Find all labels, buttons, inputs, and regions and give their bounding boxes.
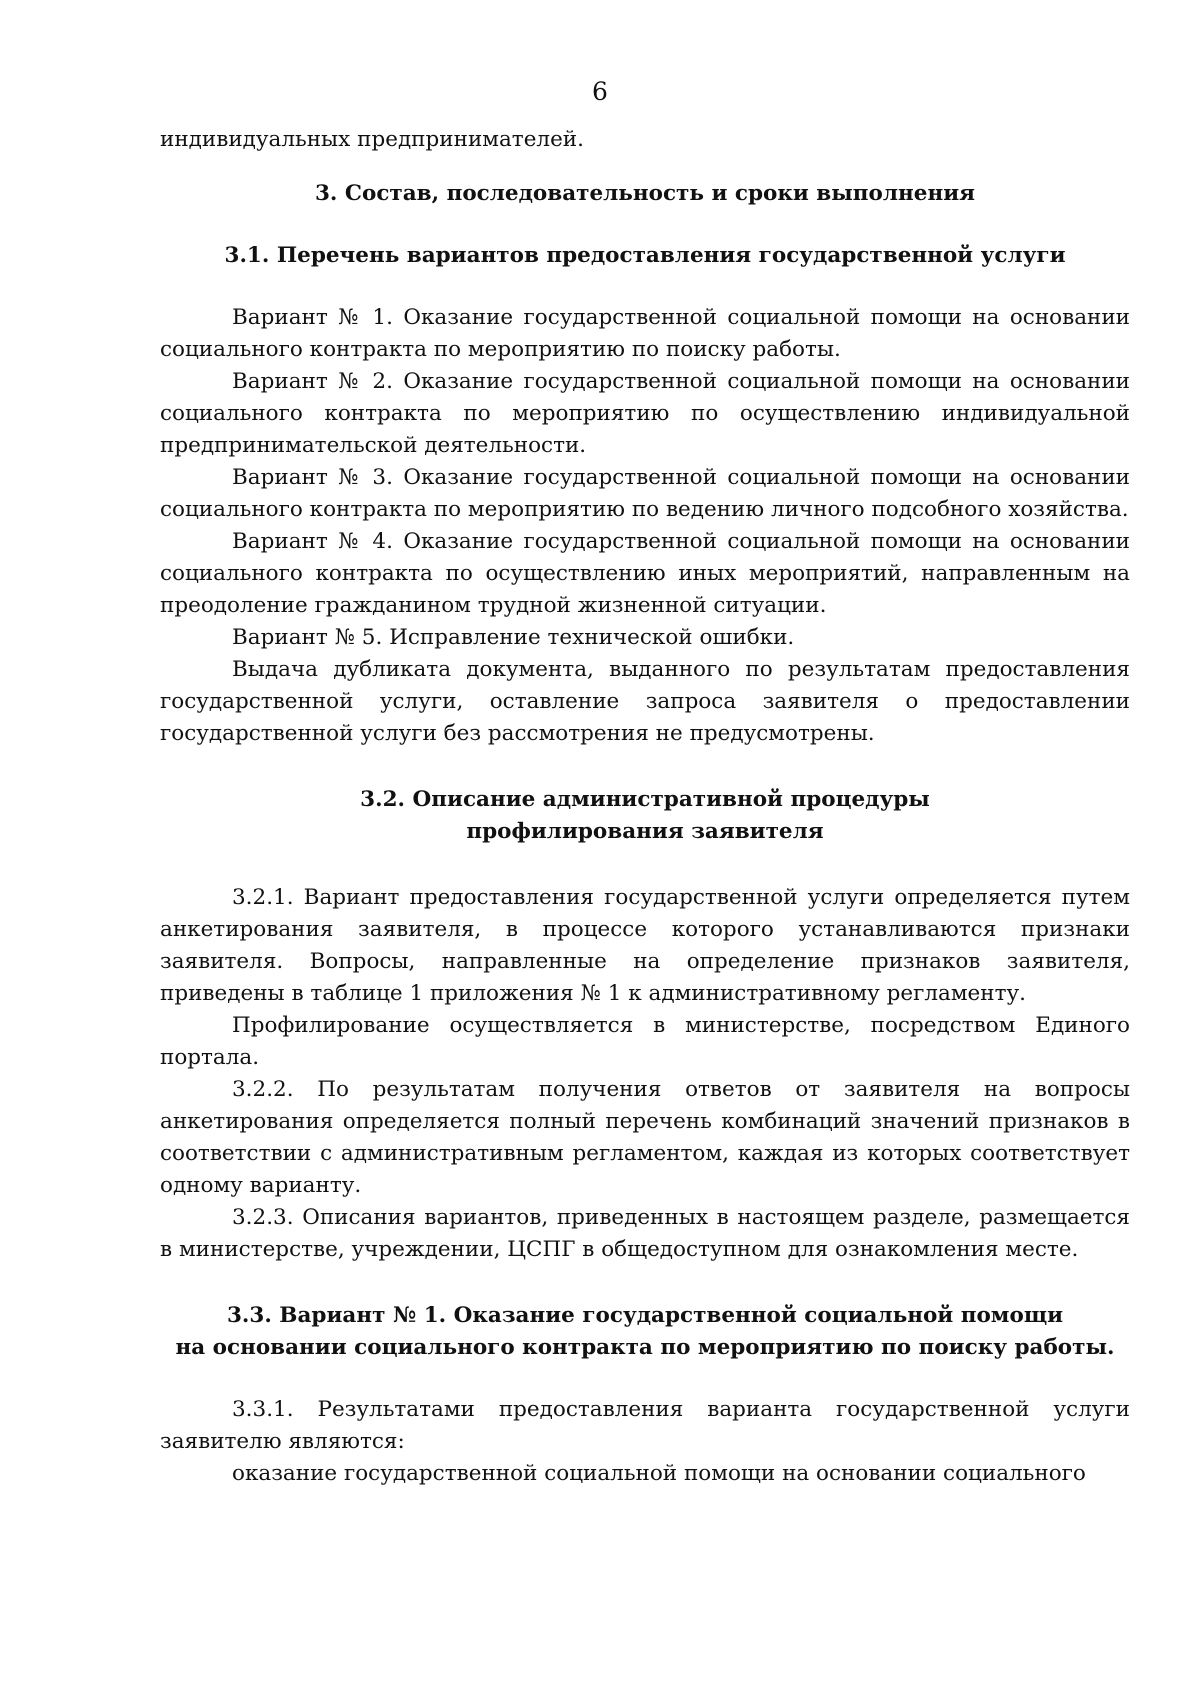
section-3-3-title-line-1: 3.3. Вариант № 1. Оказание государственной социальной помощи	[226, 1303, 1064, 1328]
variant-2-paragraph: Вариант № 2. Оказание государственной социальной помощи на основании социального контракта по мероприятию по осуществлению индивидуальной предпринимательской деятельности.	[160, 369, 1130, 458]
document-body	[160, 124, 1130, 1490]
profiling-paragraph: Профилирование осуществляется в министерстве, посредством Единого портала.	[160, 1013, 1130, 1070]
duplicate-note-paragraph: Выдача дубликата документа, выданного по результатам предоставления государственной услуги, оставление запроса заявителя о предоставлении государственной услуги без рассмотрения не предусмотрены.	[160, 657, 1130, 746]
result-item-paragraph: оказание государственной социальной помощи на основании социального	[232, 1461, 1086, 1486]
intro-fragment: индивидуальных предпринимателей.	[160, 127, 584, 152]
section-3-1-title: 3.1. Перечень вариантов предоставления государственной услуги	[224, 243, 1066, 268]
clause-3-3-1-paragraph: 3.3.1. Результатами предоставления варианта государственной услуги заявителю являются:	[160, 1397, 1130, 1454]
section-3-2-title-line-2: профилирования заявителя	[466, 819, 824, 844]
variant-1-paragraph: Вариант № 1. Оказание государственной социальной помощи на основании социального контракта по мероприятию по поиску работы.	[160, 305, 1130, 362]
clause-3-2-1-paragraph: 3.2.1. Вариант предоставления государственной услуги определяется путем анкетирования заявителя, в процессе которого устанавливаются признаки заявителя. Вопросы, направленные на определение признаков заявителя, приведены в таблице 1 приложения № 1 к административному регламенту.	[160, 885, 1130, 1006]
section-3-3-title-line-2: на основании социального контракта по мероприятию по поиску работы.	[175, 1335, 1115, 1360]
page-number: 6	[592, 77, 608, 106]
clause-3-2-2-paragraph: 3.2.2. По результатам получения ответов от заявителя на вопросы анкетирования определяется полный перечень комбинаций значений признаков в соответствии с административным регламентом, каждая из которых соответствует одному варианту.	[160, 1077, 1130, 1198]
variant-4-paragraph: Вариант № 4. Оказание государственной социальной помощи на основании социального контракта по осуществлению иных мероприятий, направленным на преодоление гражданином трудной жизненной ситуации.	[160, 529, 1130, 618]
variant-5-paragraph: Вариант № 5. Исправление технической ошибки.	[232, 625, 795, 650]
clause-3-2-3-paragraph: 3.2.3. Описания вариантов, приведенных в настоящем разделе, размещается в министерстве, учреждении, ЦСПГ в общедоступном для ознакомления месте.	[160, 1205, 1130, 1262]
section-3-2-title-line-1: 3.2. Описание административной процедуры	[360, 787, 930, 812]
variant-3-paragraph: Вариант № 3. Оказание государственной социальной помощи на основании социального контракта по мероприятию по ведению личного подсобного хозяйства.	[160, 465, 1130, 522]
section-3-title: 3. Состав, последовательность и сроки выполнения	[314, 181, 976, 206]
